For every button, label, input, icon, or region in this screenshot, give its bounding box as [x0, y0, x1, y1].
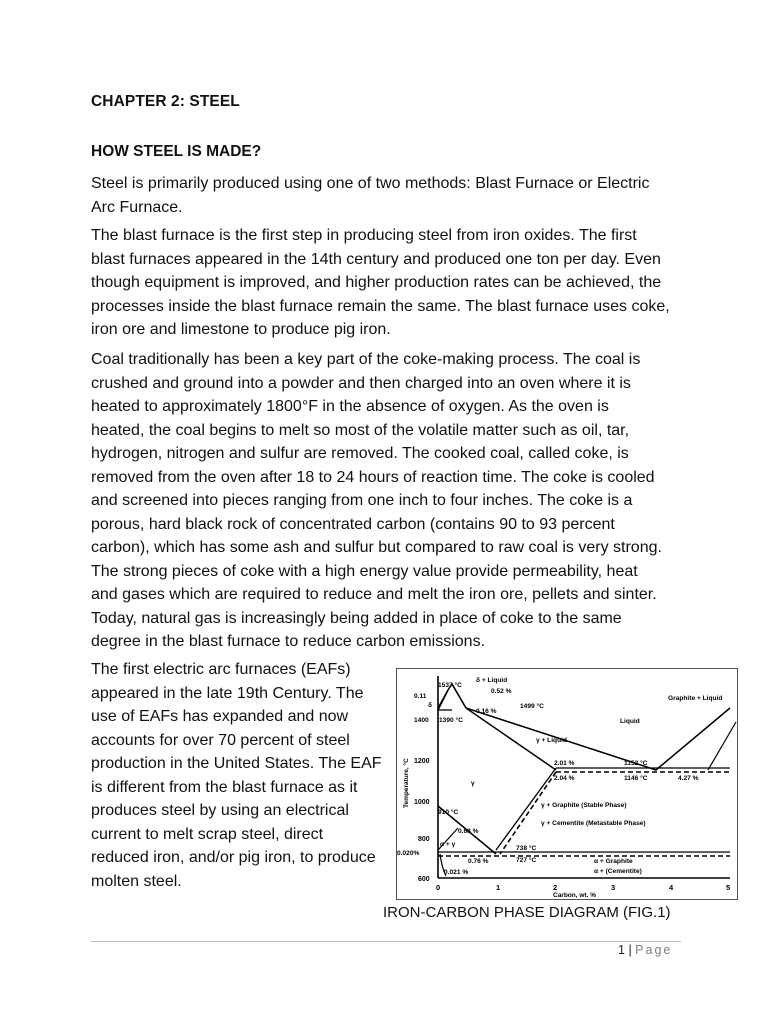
label-052: 0.52 %: [491, 688, 512, 695]
label-alpha-cementite: α + (Cementite): [594, 868, 642, 875]
text-line: iron ore and limestone to produce pig iron.: [91, 321, 391, 338]
text-line: crushed and ground into a powder and then charged into an oven where it is: [91, 374, 631, 392]
label-011: 0.11: [414, 693, 427, 700]
x-tick: 3: [611, 883, 616, 892]
x-tick: 2: [553, 883, 558, 892]
text-line: heated, the coal begins to melt so most of the volatile matter such as oil, tar,: [91, 421, 630, 439]
label-910: 910 °C: [438, 809, 459, 816]
label-204: 2.04 %: [554, 775, 575, 782]
text-line: Today, natural gas is increasingly being added in place of coke to the same: [91, 609, 622, 627]
y-tick: 1200: [414, 758, 430, 765]
text-line: removed from the oven after 18 to 24 hours of reaction time. The coke is cooled: [91, 468, 655, 486]
figure-border: [397, 669, 738, 900]
label-gamma-cementite: γ + Cementite (Metastable Phase): [541, 820, 646, 827]
text-line: current to melt scrap steel, direct: [91, 825, 324, 843]
text-line: heated to approximately 1800°F in the absence of oxygen. As the oven is: [91, 398, 609, 415]
label-076: 0.76 %: [468, 858, 489, 865]
label-1152: 1152 °C: [624, 760, 648, 767]
text-line: processes inside the blast furnace remain the same. The blast furnace uses coke,: [91, 297, 670, 315]
paragraph-eaf: [91, 658, 391, 893]
label-alpha-graphite: α + Graphite: [594, 858, 633, 865]
label-738: 738 °C: [516, 845, 537, 852]
text-line: carbon), which has some ash and sulfur but compared to raw coal is very strong.: [91, 539, 662, 556]
label-0020: 0.020%: [397, 850, 420, 857]
text-line: porous, hard black rock of concentrated carbon (contains 90 to 93 percent: [91, 515, 615, 533]
section-heading: HOW STEEL IS MADE?: [91, 143, 262, 160]
y-axis-label: Temperature, °C: [403, 758, 410, 808]
page-label: Page: [635, 943, 673, 957]
text-line: The blast furnace is the first step in producing steel from iron oxides. The first: [91, 227, 637, 244]
text-line: and gases which are required to reduce and melt the iron ore, pellets and sinter.: [91, 586, 657, 603]
text-line: The strong pieces of coke with a high energy value provide permeability, heat: [91, 562, 638, 580]
figure-caption: IRON-CARBON PHASE DIAGRAM (FIG.1): [383, 904, 671, 921]
text-line: use of EAFs has expanded and now: [91, 708, 349, 725]
x-tick: 5: [726, 883, 731, 892]
label-delta-liquid: δ + Liquid: [476, 677, 508, 684]
paragraph-blast-furnace: [91, 224, 691, 342]
text-line: The first electric arc furnaces (EAFs): [91, 661, 351, 678]
text-line: production in the United States. The EAF: [91, 755, 382, 772]
label-201: 2.01 %: [554, 760, 575, 767]
label-gamma: γ: [471, 780, 475, 787]
text-line: hydrogen, nitrogen and sulfur are removed. The cooked coal, called coke, is: [91, 445, 629, 462]
paragraph-methods: [91, 172, 691, 219]
x-tick: 1: [496, 883, 501, 892]
text-line: accounts for over 70 percent of steel: [91, 731, 350, 749]
label-1537: 1537 °C: [438, 682, 462, 689]
label-alpha-gamma: α + γ: [440, 841, 456, 848]
text-line: produces steel by using an electrical: [91, 802, 349, 819]
y-tick: 1000: [414, 799, 430, 806]
label-liquid: Liquid: [620, 718, 640, 725]
label-graphite-liquid: Graphite + Liquid: [668, 695, 723, 702]
footer-divider: [91, 941, 681, 942]
x-tick: 4: [669, 883, 674, 892]
label-gamma-graphite: γ + Graphite (Stable Phase): [541, 802, 627, 809]
text-line: appeared in the late 19th Century. The: [91, 684, 364, 702]
label-delta: δ: [428, 702, 432, 709]
page-number: 1: [618, 943, 625, 957]
x-tick: 0: [436, 883, 441, 892]
text-line: degree in the blast furnace to reduce carbon emissions.: [91, 633, 486, 650]
iron-carbon-phase-diagram: [396, 668, 738, 900]
y-tick: 600: [418, 876, 430, 883]
label-1390: 1390 °C: [439, 717, 463, 724]
text-line: is different from the blast furnace as it: [91, 778, 358, 796]
label-068: 0.68 %: [458, 828, 479, 835]
label-0021: 0.021 %: [444, 869, 469, 876]
text-line: Coal traditionally has been a key part of the coke-making process. The coal is: [91, 351, 641, 368]
text-line: molten steel.: [91, 872, 182, 890]
label-gamma-liquid: γ + Liquid: [536, 737, 567, 744]
text-line: reduced iron, and/or pig iron, to produce: [91, 849, 376, 866]
label-727: 727 °C: [516, 857, 537, 864]
label-1400: 1400: [414, 717, 429, 724]
text-line: Arc Furnace.: [91, 198, 183, 216]
text-line: and screened into pieces ranging from one inch to four inches. The coke is a: [91, 492, 633, 509]
label-427: 4.27 %: [678, 775, 699, 782]
paragraph-coke: [91, 348, 691, 654]
label-1499: 1499 °C: [520, 703, 544, 710]
label-016: 0.16 %: [476, 708, 497, 715]
text-line: though equipment is improved, and higher production rates can be achieved, the: [91, 274, 662, 291]
page-footer: [618, 943, 672, 957]
chapter-title: CHAPTER 2: STEEL: [91, 93, 240, 110]
x-axis-label: Carbon, wt. %: [553, 892, 596, 899]
y-tick: 800: [418, 836, 430, 843]
text-line: blast furnaces appeared in the 14th century and produced one ton per day. Even: [91, 250, 661, 268]
footer-separator: |: [628, 943, 632, 957]
label-1146: 1146 °C: [624, 775, 648, 782]
text-line: Steel is primarily produced using one of two methods: Blast Furnace or Electric: [91, 175, 650, 192]
